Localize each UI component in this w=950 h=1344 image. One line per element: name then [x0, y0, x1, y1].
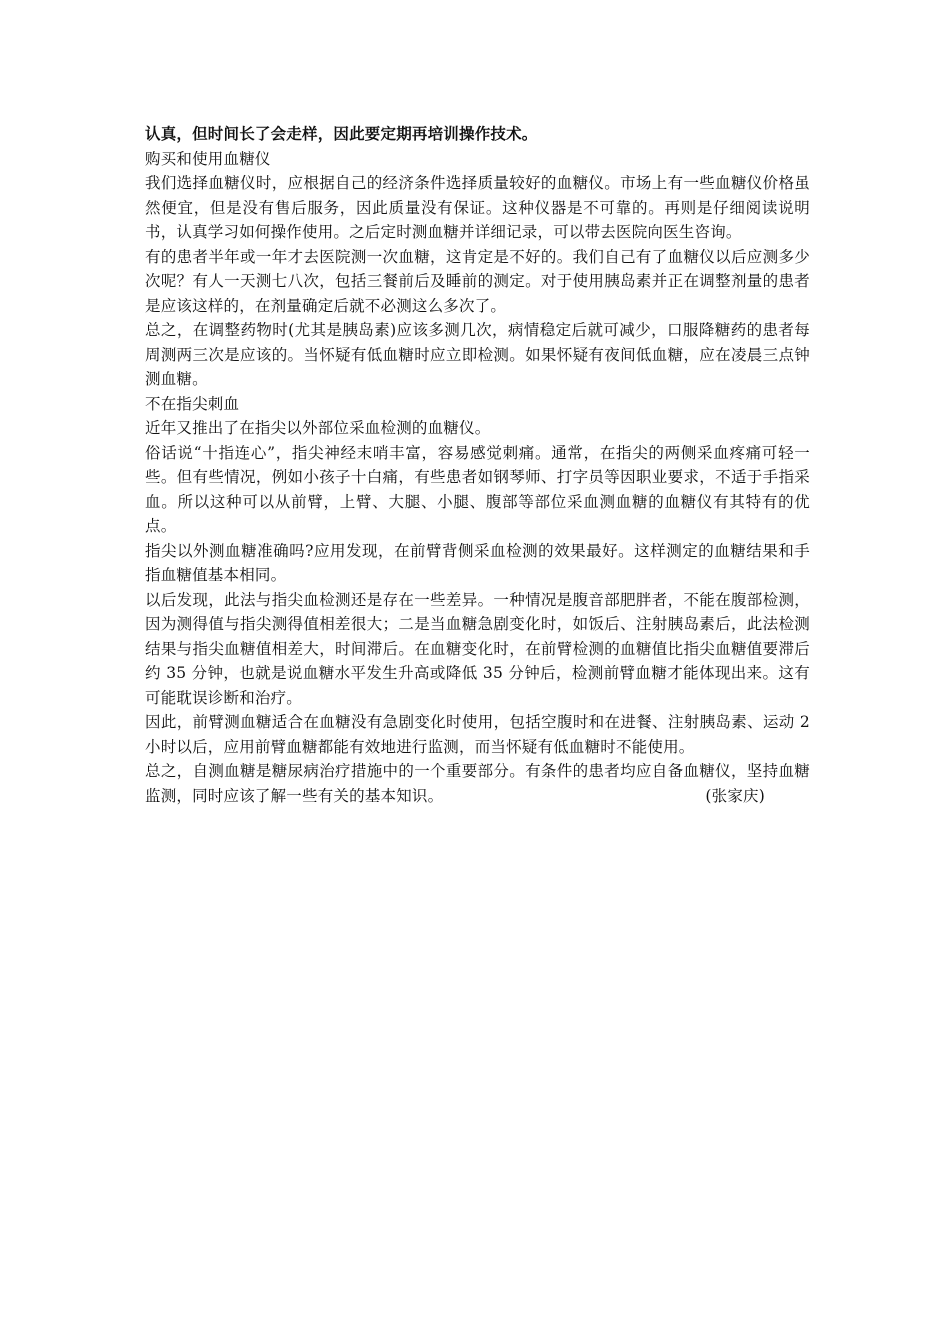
- paragraph-finger-4: 以后发现，此法与指尖血检测还是存在一些差异。一种情况是腹音部肥胖者，不能在腹部检测，因为测得值与指尖测得值相差很大；二是当血糖急剧变化时，如饭后、注射胰岛素后，此法检测结果与指尖血糖值相差大，时间滞后。在血糖变化时，在前臂检测的血糖值比指尖血糖值要滞后约 35 分钟，也就是说血糖水平发生升高或降低 35 分钟后，检测前臂血糖才能体现出来。这有可能耽误诊断和治疗。: [145, 590, 810, 707]
- summary-text: 总之，自测血糖是糖尿病治疗措施中的一个重要部分。有条件的患者均应自备血糖仪，坚持血糖监测，同时应该了解一些有关的基本知识。: [145, 762, 810, 805]
- paragraph-finger-3: 指尖以外测血糖准确吗?应用发现，在前臂背侧采血检测的效果最好。这样测定的血糖结果和手指血糖值基本相同。: [145, 541, 810, 584]
- author-signature: (张家庆): [705, 786, 765, 805]
- document-page: [145, 122, 810, 808]
- paragraph-buy-3: 总之，在调整药物时(尤其是胰岛素)应该多测几次，病情稳定后就可减少，口服降糖药的患者每周测两三次是应该的。当怀疑有低血糖时应立即检测。如果怀疑有夜间低血糖，应在凌晨三点钟测血糖。: [145, 321, 810, 388]
- section-heading-buy: 购买和使用血糖仪: [145, 149, 271, 168]
- summary-paragraph: [145, 759, 810, 808]
- intro-bold-text: 认真，但时间长了会走样，因此要定期再培训操作技术。: [145, 125, 538, 143]
- paragraph-buy-2: 有的患者半年或一年才去医院测一次血糖，这肯定是不好的。我们自己有了血糖仪以后应测多少次呢？有人一天测七八次，包括三餐前后及睡前的测定。对于使用胰岛素并正在调整剂量的患者是应该这样的，在剂量确定后就不必测这么多次了。: [145, 247, 810, 315]
- section-heading-finger: 不在指尖刺血: [145, 394, 240, 413]
- paragraph-finger-5: 因此，前臂测血糖适合在血糖没有急剧变化时使用，包括空腹时和在进餐、注射胰岛素、运动 2 小时以后，应用前臂血糖都能有效地进行监测，而当怀疑有低血糖时不能使用。: [145, 713, 810, 756]
- paragraph-finger-2: 俗话说“十指连心”，指尖神经末哨丰富，容易感觉刺痛。通常，在指尖的两侧采血疼痛可轻一些。但有些情况，例如小孩子十白痛，有些患者如钢琴师、打字员等因职业要求，不适于手指采血。所以这种可以从前臂，上臂、大腿、小腿、腹部等部位采血测血糖的血糖仪有其特有的优点。: [145, 443, 810, 535]
- paragraph-finger-1: 近年又推出了在指尖以外部位采血检测的血糖仪。: [145, 419, 491, 437]
- paragraph-buy-1: 我们选择血糖仪时，应根据自己的经济条件选择质量较好的血糖仪。市场上有一些血糖仪价格虽然便宜，但是没有售后服务，因此质量没有保证。这种仪器是不可靠的。再则是仔细阅读说明书，认真学习如何操作使用。之后定时测血糖并详细记录，可以带去医院向医生咨询。: [145, 174, 810, 241]
